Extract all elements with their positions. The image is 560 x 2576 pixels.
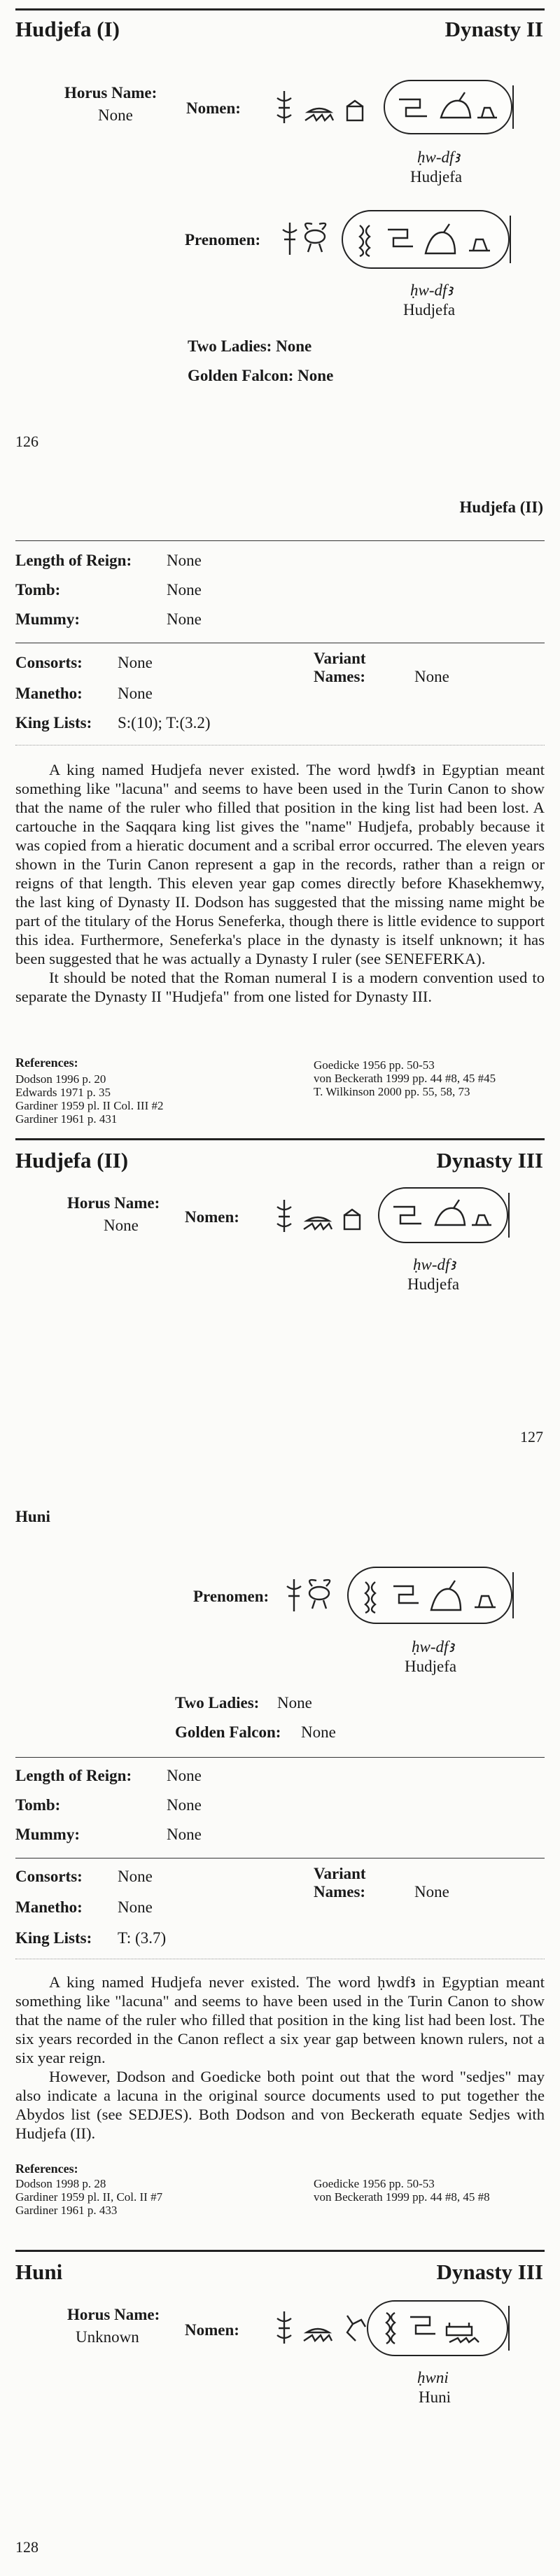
sedge-bee-hieroglyph-icon bbox=[274, 2306, 379, 2348]
references-right bbox=[314, 2177, 490, 2204]
golden-falcon-label: Golden Falcon: bbox=[175, 1723, 281, 1741]
body-paragraph: A king named Hudjefa never existed. The word ḥwdfꜣ in Egyptian meant something like "lacuna" and seems to have been used in the Turin Canon to show that the name of the ruler who filled that position in the king list had been lost. A cartouche in the Saqqara king list gives the "name" Hudjefa, probably because it was copied from a hieratic document and a scribal error occurred. The eleven years shown in the Turin Canon represent a gap in the records, rather than a reign or reigns of that length. This eleven year gap comes directly before Khasekhemwy, the last king of Dynasty II. Dodson has suggested that the missing name might be part of the titulary of the Horus Seneferka, though there is little evidence to support this idea. Furthermore, Seneferka's place in the dynasty is itself unknown; it has been suggested that he was actually a Dynasty I ruler (see SENEFERKA). bbox=[15, 761, 545, 967]
length-of-reign-label: Length of Reign: bbox=[15, 552, 132, 569]
tomb-value: None bbox=[167, 581, 202, 598]
reference-item: Edwards 1971 p. 35 bbox=[15, 1086, 111, 1099]
variant-value: None bbox=[414, 1883, 449, 1900]
nomen-transliteration: ḥwni bbox=[417, 2369, 449, 2386]
length-of-reign-value: None bbox=[167, 1767, 202, 1784]
horus-name-label: Horus Name: bbox=[67, 2306, 160, 2323]
variant-label: Variant bbox=[314, 650, 366, 667]
cartouche-glyphs-icon bbox=[377, 2307, 500, 2349]
length-of-reign-value: None bbox=[167, 552, 202, 569]
running-head: Huni bbox=[15, 1508, 50, 1525]
prenomen-transliteration: ḥw-dfꜣ bbox=[412, 1638, 454, 1656]
reference-item: T. Wilkinson 2000 pp. 55, 58, 73 bbox=[314, 1085, 470, 1098]
consorts-label: Consorts: bbox=[15, 654, 83, 671]
prenomen-cartouche bbox=[347, 1567, 512, 1624]
nomen-transliteration: ḥw-dfꜣ bbox=[417, 148, 460, 166]
tomb-label: Tomb: bbox=[15, 1796, 61, 1814]
two-ladies-label: Two Ladies: bbox=[175, 1694, 260, 1712]
nomen-label: Nomen: bbox=[185, 1208, 239, 1226]
nomen-cartouche bbox=[378, 1187, 508, 1243]
prenomen-name: Hudjefa bbox=[403, 301, 456, 318]
references-left bbox=[15, 2177, 162, 2217]
prenomen-name: Hudjefa bbox=[405, 1658, 457, 1675]
sedge-bee-hieroglyph-icon bbox=[274, 85, 379, 127]
nomen-name: Huni bbox=[419, 2388, 451, 2406]
page-number: 128 bbox=[15, 2538, 38, 2556]
page-number: 127 bbox=[520, 1428, 543, 1446]
cartouche-glyphs-icon bbox=[353, 218, 500, 260]
sedge-bee-hieroglyph-icon bbox=[284, 1572, 340, 1614]
king-lists-value: S:(10); T:(3.2) bbox=[118, 714, 211, 732]
nomen-transliteration: ḥw-dfꜣ bbox=[413, 1256, 456, 1273]
dynasty-label: Dynasty III bbox=[436, 2260, 543, 2284]
tomb-value: None bbox=[167, 1796, 202, 1814]
reference-item: Goedicke 1956 pp. 50-53 bbox=[314, 2177, 435, 2190]
nomen-name: Hudjefa bbox=[407, 1275, 460, 1293]
king-lists-label: King Lists: bbox=[15, 1929, 92, 1947]
two-ladies-line: Two Ladies: None bbox=[188, 337, 312, 355]
reference-item: Gardiner 1961 p. 433 bbox=[15, 2204, 118, 2217]
horus-name-label: Horus Name: bbox=[67, 1194, 160, 1212]
cartouche-glyphs-icon bbox=[358, 1575, 503, 1616]
body-paragraph: It should be noted that the Roman numeral I is a modern convention used to separate the Dynasty II "Hudjefa" from one listed for Dynasty III. bbox=[15, 969, 545, 1005]
cartouche-glyphs-icon bbox=[386, 1194, 498, 1235]
manetho-value: None bbox=[118, 685, 153, 702]
horus-name-label: Horus Name: bbox=[64, 84, 158, 102]
prenomen-transliteration: ḥw-dfꜣ bbox=[410, 281, 453, 299]
dynasty-label: Dynasty III bbox=[436, 1148, 543, 1172]
references-left bbox=[15, 1072, 164, 1126]
consorts-label: Consorts: bbox=[15, 1868, 83, 1885]
references-title: References: bbox=[15, 2162, 78, 2176]
golden-falcon-value: None bbox=[301, 1723, 336, 1741]
running-head: Hudjefa (II) bbox=[459, 498, 543, 516]
sedge-bee-hieroglyph-icon bbox=[280, 216, 336, 258]
page-number: 126 bbox=[15, 433, 38, 450]
length-of-reign-label: Length of Reign: bbox=[15, 1767, 132, 1784]
prenomen-label: Prenomen: bbox=[193, 1588, 270, 1605]
dynasty-label: Dynasty II bbox=[444, 17, 543, 41]
variant-names-label: Names: bbox=[314, 1883, 366, 1900]
mummy-value: None bbox=[167, 610, 202, 628]
cartouche-glyphs-icon bbox=[392, 87, 504, 127]
entry-body bbox=[15, 760, 545, 1006]
reference-item: Goedicke 1956 pp. 50-53 bbox=[314, 1058, 435, 1072]
section-rule bbox=[15, 540, 545, 541]
nomen-cartouche bbox=[367, 2300, 508, 2356]
nomen-name: Hudjefa bbox=[410, 168, 463, 186]
mummy-value: None bbox=[167, 1826, 202, 1843]
horus-name-value: Unknown bbox=[76, 2328, 139, 2346]
section-rule bbox=[15, 2250, 545, 2252]
variant-label: Variant bbox=[314, 1865, 366, 1882]
consorts-value: None bbox=[118, 654, 153, 671]
mummy-label: Mummy: bbox=[15, 610, 80, 628]
manetho-value: None bbox=[118, 1898, 153, 1916]
variant-names-label: Names: bbox=[314, 668, 366, 685]
two-ladies-value: None bbox=[277, 1694, 312, 1712]
sedge-bee-hieroglyph-icon bbox=[274, 1194, 372, 1236]
reference-item: von Beckerath 1999 pp. 44 #8, 45 #8 bbox=[314, 2190, 490, 2204]
references-title: References: bbox=[15, 1056, 78, 1070]
mummy-label: Mummy: bbox=[15, 1826, 80, 1843]
section-rule bbox=[15, 1757, 545, 1758]
reference-item: Dodson 1996 p. 20 bbox=[15, 1072, 106, 1086]
entry-title: Hudjefa (I) bbox=[15, 17, 120, 41]
references-right bbox=[314, 1058, 496, 1098]
horus-name-value: None bbox=[98, 106, 133, 124]
reference-item: Dodson 1998 p. 28 bbox=[15, 2177, 106, 2190]
golden-falcon-line: Golden Falcon: None bbox=[188, 367, 334, 384]
body-paragraph: However, Dodson and Goedicke both point out that the word "sedjes" may also indicate a lacuna in the original source documents used to put together the Abydos list (see SEDJES). Both Dodson and von Beckerath equate Sedjes with Hudjefa (II). bbox=[15, 2068, 545, 2142]
tomb-label: Tomb: bbox=[15, 581, 61, 598]
reference-item: Gardiner 1959 pl. II Col. III #2 bbox=[15, 1099, 164, 1112]
prenomen-cartouche bbox=[342, 210, 510, 269]
king-lists-label: King Lists: bbox=[15, 714, 92, 732]
king-lists-value: T: (3.7) bbox=[118, 1929, 167, 1947]
entry-body bbox=[15, 1973, 545, 2143]
nomen-cartouche bbox=[384, 80, 512, 134]
reference-item: Gardiner 1961 p. 431 bbox=[15, 1112, 118, 1126]
nomen-label: Nomen: bbox=[185, 2321, 239, 2339]
entry-title: Huni bbox=[15, 2260, 63, 2284]
variant-value: None bbox=[414, 668, 449, 685]
body-paragraph: A king named Hudjefa never existed. The word ḥwdfꜣ in Egyptian meant something like "lacuna" and seems to have been used in the Turin Canon to show that the name of the ruler who filled that position in the king list had been lost. The six years recorded in the Canon reflect a six year gap between known rulers, not a six year reign. bbox=[15, 1973, 545, 2066]
manetho-label: Manetho: bbox=[15, 685, 83, 702]
nomen-label: Nomen: bbox=[186, 99, 241, 117]
reference-item: Gardiner 1959 pl. II, Col. II #7 bbox=[15, 2190, 163, 2204]
entry-title: Hudjefa (II) bbox=[15, 1148, 129, 1172]
horus-name-value: None bbox=[104, 1217, 139, 1234]
reference-item: von Beckerath 1999 pp. 44 #8, 45 #45 bbox=[314, 1072, 496, 1085]
prenomen-label: Prenomen: bbox=[185, 231, 261, 248]
manetho-label: Manetho: bbox=[15, 1898, 83, 1916]
consorts-value: None bbox=[118, 1868, 153, 1885]
section-rule bbox=[15, 1138, 545, 1140]
divider bbox=[15, 745, 545, 746]
top-rule bbox=[15, 8, 545, 10]
